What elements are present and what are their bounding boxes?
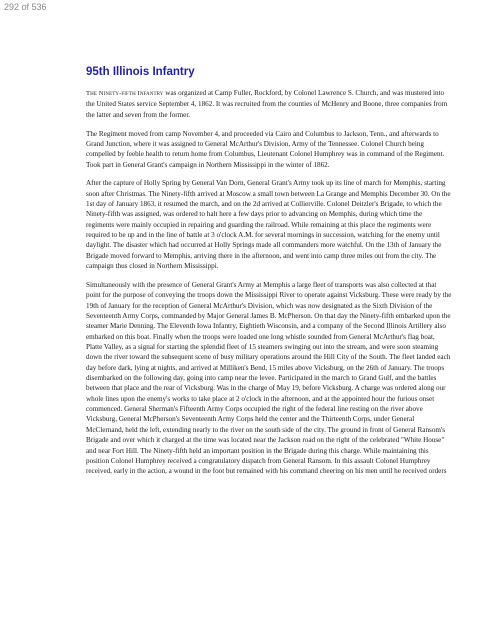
page-title: 95th Illinois Infantry <box>86 66 195 78</box>
page-counter: 292 of 536 <box>4 2 47 12</box>
intro-text: was organized at Camp Fuller, Rockford, by Colonel Lawrence S. Church, and was mustered into the United States service September 4, 1862. It was recruited from the counties of McHenry and Boone, three companies from the latter and seven from the former. <box>86 89 448 119</box>
regiment-name-smallcaps: The Ninety-fifth Infantry <box>86 90 164 97</box>
paragraph-intro <box>86 88 452 120</box>
paragraph: Simultaneously with the presence of General Grant's Army at Memphis a large fleet of transports was also collected at that point for the purpose of conveying the troops down the Mississippi River to operate against Vicksburg. These were ready by the 19th of January for the reception of General McArthur's Division, which was now designated as the Sixth Division of the Seventeenth Army Corps, commanded by Major General James B. McPherson. On that day the Ninety-fifth embarked upon the steamer Marie Denning. The Eleventh Iowa Infantry, Eightieth Wisconsin, and a company of the Second Illinois Artillery also embarked on this boat. Finally when the troops were loaded one long whistle sounded from General McArthur's flag boat, Platte Valley, as a signal for starting the splendid fleet of 15 steamers swinging out into the stream, and were soon steaming down the river toward the subsequent scene of busy military operations around the Hill City of the South. The fleet landed each day before dark, lying at nights, and arrived at Milliken's Bend, 15 miles above Vicksburg, on the 26th of January. The troops disembarked on the following day, going into camp near the levee. Participated in the march to Grand Gulf, and the battles between that place and the rear of Vicksburg. Was in the charge of May 19, before Vicksburg. A charge was ordered along our whole lines upon the enemy's works to take place at 2 o'clock in the afternoon, and at the appointed hour the furious onset commenced. General Sherman's Fifteenth Army Corps occupied the right of the federal line resting on the river above Vicksburg, General McPherson's Seventeenth Army Corps held the center and the Thirteenth Corps, under General McClernand, held the left, extending nearly to the river on the south side of the city. The ground in front of General Ransom's Brigade and over which it charged at the time was located near the Jackson road on the right of the celebrated "White House" and near Fort Hill. The Ninety-fifth held an important position in the Brigade during this charge. While maintaining this position Colonel Humphrey received a congratulatory dispatch from General Ransom. In this assault Colonel Humphrey received, early in the action, a wound in the foot but remained with his command cheering on his men until he received orders <box>86 281 452 476</box>
paragraph: The Regiment moved from camp November 4, and proceeded via Cairo and Columbus to Jackson, Tenn., and afterwards to Grand Junction, where it was assigned to General McArthur's Division, Army of the Tennessee. Colonel Church being compelled by feeble health to return home from Columbus, Lieutenant Colonel Humphrey was in command of the Regiment. Took part in General Grant's campaign in Northern Mississippi in the winter of 1862. <box>86 129 445 169</box>
document-page <box>0 14 492 640</box>
paragraph: After the capture of Holly Spring by General Van Dorn, General Grant's Army took up its line of march for Memphis, starting soon after Christmas. The Ninety-fifth arrived at Moscow a small town between La Grange and Memphis December 30. On the 1st day of January 1863, it resumed the march, and on the 2d arrived at Collierville. Colonel Deitzler's Brigade, to which the Ninety-fifth was assigned, was ordered to halt here a few days prior to advancing on Memphis, during which time the regiments were mainly occupied in repairing and guarding the railroad. While remaining at this place the regiments were required to be up and in the line of battle at 3 o'clock A.M. for several mornings in succession, watching for the enemy until daylight. The disaster which had occurred at Holly Springs made all commanders more watchful. On the 13th of January the Brigade moved forward to Memphis, arriving there in the afternoon, and went into camp three miles out from the city. The campaign thus closed in Northern Mississippi. <box>86 179 451 271</box>
viewer-toolbar <box>0 0 492 14</box>
